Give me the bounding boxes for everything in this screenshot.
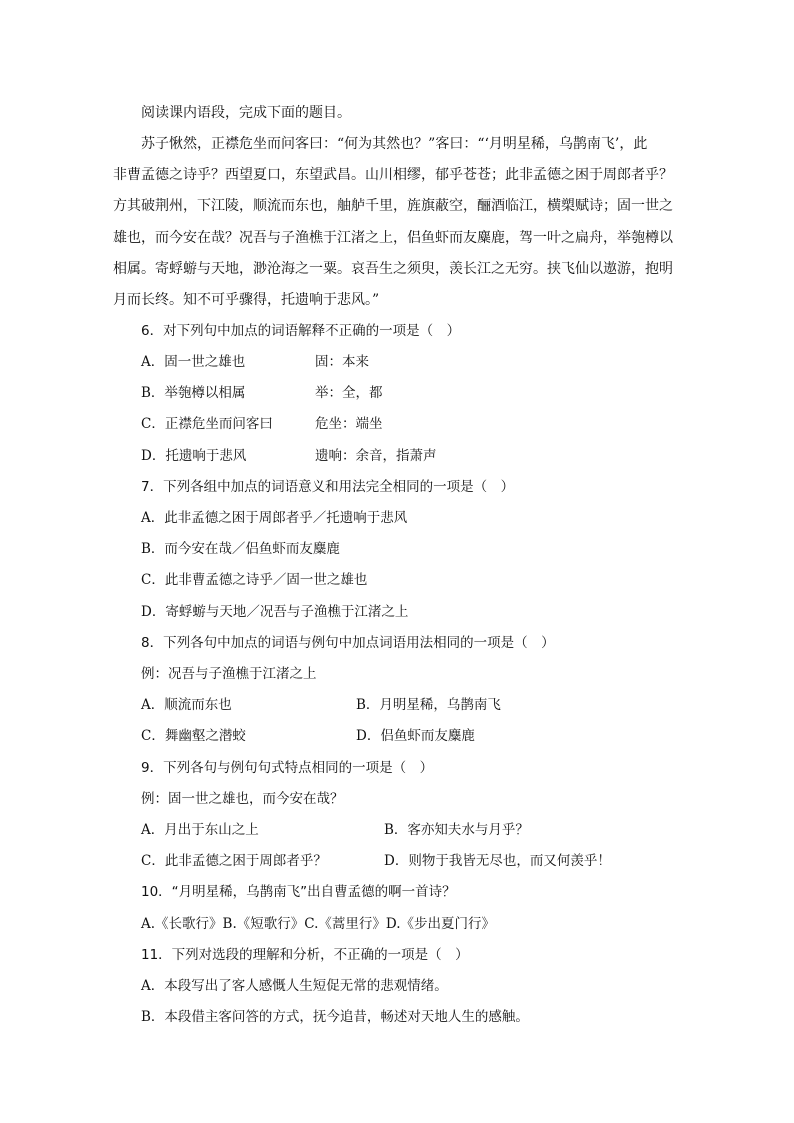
option-text: 举匏樽以相属 [164,385,246,401]
option-text: 托遗响于悲风 [165,448,247,464]
option-gloss: 固：本来 [315,354,369,370]
passage-line-1: 苏子愀然，正襟危坐而问客曰：“何为其然也？”客曰：“‘月明星稀，乌鹊南飞’，此 [141,136,648,152]
question-9-option-b: B．客亦知夫水与月乎？ [384,822,529,838]
question-9-stem: 9．下列各句与例句句式特点相同的一项是（ ） [141,760,434,776]
question-9-option-c: C．此非孟德之困于周郎者乎？ [141,853,327,869]
question-9-options-row-1 [141,820,701,840]
question-9-example: 例：固一世之雄也，而今安在哉？ [141,791,344,807]
question-7-option-c: C．此非曹孟德之诗乎／固一世之雄也 [141,572,368,588]
option-gloss: 遗响：余音，指萧声 [315,448,437,464]
passage-line-2: 非曹孟德之诗乎？西望夏口，东望武昌。山川相缪，郁乎苍苍；此非孟德之困于周郎者乎？ [113,167,673,183]
option-gloss: 举：全，都 [315,385,383,401]
question-8-option-b: B．月明星稀，乌鹊南飞 [356,697,501,713]
question-7-stem: 7．下列各组中加点的词语意义和用法完全相同的一项是（ ） [141,479,515,495]
question-6-option-b [141,383,701,403]
question-9-option-a: A．月出于东山之上 [141,822,259,838]
question-6-option-d [141,446,701,466]
option-label: A． [141,354,165,370]
passage-line-6: 月而长终。知不可乎骤得，托遗响于悲风。” [113,292,380,308]
option-label: C． [141,416,165,432]
passage-line-5: 相属。寄蜉蝣与天地，渺沧海之一粟。哀吾生之须臾，羡长江之无穷。挟飞仙以遨游，抱明 [113,261,673,277]
question-9-options-row-2 [141,851,701,871]
question-6-option-a [141,352,701,372]
question-8-option-c: C．舞幽壑之潜蛟 [141,728,246,744]
question-7-option-a: A．此非孟德之困于周郎者乎／托遗响于悲风 [141,510,408,526]
question-8-options-row-2 [141,726,701,746]
option-label: B． [141,385,165,401]
question-9-option-d: D．则物于我皆无尽也，而又何羡乎！ [384,853,611,869]
question-7-option-b: B．而今安在哉／侣鱼虾而友麋鹿 [141,541,340,557]
question-8-option-a: A．顺流而东也 [141,697,232,713]
question-8-options-row-1 [141,695,701,715]
option-label: D． [141,448,166,464]
question-10-stem: 10．“月明星稀，乌鹊南飞”出自曹孟德的啊一首诗？ [141,884,456,900]
question-6-stem: 6．对下列句中加点的词语解释不正确的一项是（ ） [141,323,461,339]
question-7-option-d: D．寄蜉蝣与天地／况吾与子渔樵于江渚之上 [141,604,409,620]
question-6-option-c [141,414,701,434]
question-8-option-d: D．侣鱼虾而友麋鹿 [356,728,475,744]
question-11-option-b: B．本段借主客问答的方式，抚今追昔，畅述对天地人生的感触。 [141,1009,529,1025]
question-10-options: A.《长歌行》B.《短歌行》C.《蒿里行》D.《步出夏门行》 [141,916,496,932]
option-text: 正襟危坐而问客曰 [164,416,273,432]
question-8-example: 例：况吾与子渔樵于江渚之上 [141,666,317,682]
question-11-option-a: A．本段写出了客人感慨人生短促无常的悲观情绪。 [141,978,448,994]
option-gloss: 危坐：端坐 [315,416,383,432]
reading-instruction: 阅读课内语段，完成下面的题目。 [141,105,351,121]
passage-line-3: 方其破荆州，下江陵，顺流而东也，舳舻千里，旌旗蔽空，酾酒临江，横槊赋诗；固一世之 [113,198,673,214]
question-11-stem: 11．下列对选段的理解和分析，不正确的一项是（ ） [141,947,469,963]
question-8-stem: 8．下列各句中加点的词语与例句中加点词语用法相同的一项是（ ） [141,635,555,651]
passage-line-4: 雄也，而今安在哉？况吾与子渔樵于江渚之上，侣鱼虾而友麋鹿，驾一叶之扁舟，举匏樽以 [113,230,673,246]
option-text: 固一世之雄也 [164,354,246,370]
